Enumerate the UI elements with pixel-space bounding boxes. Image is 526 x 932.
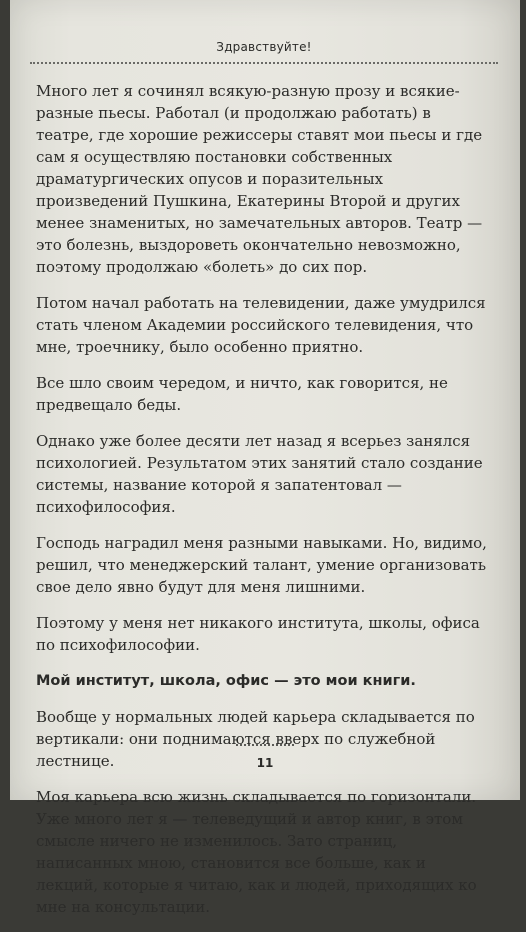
footer-dotted-rule — [236, 744, 294, 746]
running-header — [30, 36, 498, 64]
paragraph: Моя карьера всю жизнь складывается по горизонтали. Уже много лет я — телеведущий и автор книг, в этом смысле ничего не изменилось. Зато страниц, написанных мною, становится все больше, как и лекций, которые я читаю, как и людей, приходящих ко мне на консультации. — [36, 788, 477, 916]
paragraph: Однако уже более десяти лет назад я всерьез занялся психологией. Результатом этих занятий стало создание системы, название которой я запатентовал — психофилософия. — [36, 432, 483, 516]
paragraph: Господь наградил меня разными навыками. Но, видимо, решил, что менеджерский талант, умение организовать свое дело явно будут для меня лишними. — [36, 534, 487, 596]
running-title: Здравствуйте! — [216, 40, 312, 54]
page-footer — [10, 744, 520, 771]
page-number: 11 — [256, 756, 274, 770]
paragraph: Вообще у нормальных людей карьера складывается по вертикали: они поднимаются вверх по служебной лестнице. — [36, 708, 475, 770]
bold-statement: Мой институт, школа, офис — это мои книги. — [36, 673, 416, 689]
book-page — [10, 0, 520, 916]
page-body — [36, 80, 492, 932]
paragraph: Потом начал работать на телевидении, даже умудрился стать членом Академии российского телевидения, что мне, троечнику, было особенно приятно. — [36, 294, 486, 356]
paragraph: Все шло своим чередом, и ничто, как говорится, не предвещало беды. — [36, 374, 448, 414]
paragraph: Поэтому у меня нет никакого института, школы, офиса по психофилософии. — [36, 614, 480, 654]
paragraph: Много лет я сочинял всякую-разную прозу и всякие-разные пьесы. Работал (и продолжаю работать) в театре, где хорошие режиссеры ставят мои пьесы и где сам я осуществляю постановки собственных драматургических опусов и поразительных произведений Пушкина, Екатерины Второй и других менее знаменитых, но замечательных авторов. Театр — это болезнь, выздороветь окончательно невозможно, поэтому продолжаю «болеть» до сих пор. — [36, 82, 483, 276]
